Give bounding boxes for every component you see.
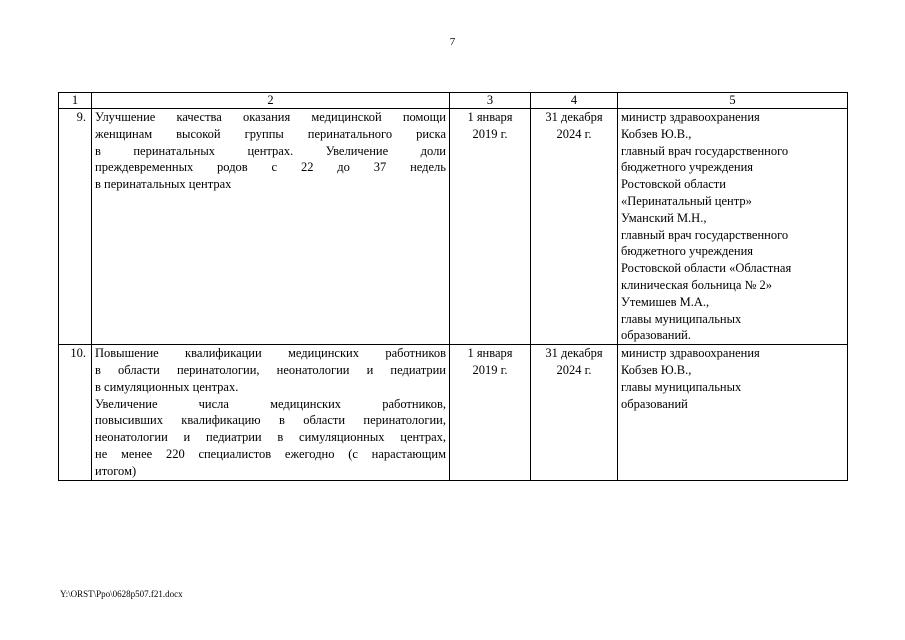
header-cell: 4: [531, 93, 618, 109]
row-number: 9.: [59, 109, 92, 345]
activity-table: [58, 92, 848, 481]
start-date: [450, 345, 531, 480]
description-line: преждевременных родов с 22 до 37 недель: [95, 160, 446, 175]
activity-description: [92, 109, 450, 345]
activity-description: [92, 345, 450, 480]
responsible-line: главы муниципальных: [621, 379, 742, 394]
responsible-line: образований: [621, 396, 688, 411]
responsible-line: Кобзев Ю.В.,: [621, 362, 692, 377]
table-row: [59, 345, 848, 480]
row-number: 10.: [59, 345, 92, 480]
responsible-line: «Перинатальный центр»: [621, 193, 752, 208]
start-date-line: 2019 г.: [472, 126, 508, 141]
responsible-line: Уманский М.Н.,: [621, 210, 707, 225]
responsible-line: Ростовской области: [621, 177, 726, 192]
description-line: Улучшение качества оказания медицинской помощи: [95, 110, 446, 124]
header-cell: 5: [618, 93, 848, 109]
responsible-line: главный врач государственного: [621, 143, 789, 158]
end-date-line: 2024 г.: [556, 362, 592, 377]
description-line: итогом): [95, 463, 137, 478]
table-header-row: [59, 93, 848, 109]
end-date-line: 2024 г.: [556, 126, 592, 141]
description-line: в перинатальных центрах. Увеличение доли: [95, 143, 446, 158]
responsible-line: министр здравоохранения: [621, 346, 760, 361]
description-line: в симуляционных центрах.: [95, 379, 239, 394]
description-line: не менее 220 специалистов ежегодно (с нарастающим: [95, 446, 446, 461]
responsible-line: Ростовской области «Областная: [621, 261, 792, 276]
header-cell: 1: [59, 93, 92, 109]
end-date: [531, 345, 618, 480]
page-number: 7: [449, 36, 456, 48]
description-line: неонатологии и педиатрии в симуляционных центрах,: [95, 430, 446, 445]
responsible-line: главный врач государственного: [621, 227, 789, 242]
responsible-line: образований.: [621, 328, 692, 343]
description-line: Повышение квалификации медицинских работников: [95, 346, 446, 361]
responsible-line: главы муниципальных: [621, 311, 742, 326]
responsible-line: Утемишев М.А.,: [621, 294, 710, 309]
responsible-line: министр здравоохранения: [621, 110, 760, 124]
description-line: Увеличение числа медицинских работников,: [95, 396, 446, 411]
start-date-line: 1 января: [467, 346, 513, 361]
header-cell: 3: [450, 93, 531, 109]
start-date-line: 1 января: [467, 110, 513, 124]
table-row: [59, 109, 848, 345]
responsible-line: бюджетного учреждения: [621, 244, 754, 259]
end-date: [531, 109, 618, 345]
responsible-line: Кобзев Ю.В.,: [621, 126, 692, 141]
description-line: повысивших квалификацию в области перинатологии,: [95, 413, 446, 428]
start-date: [450, 109, 531, 345]
responsible-line: бюджетного учреждения: [621, 160, 754, 175]
description-line: в перинатальных центрах: [95, 177, 232, 192]
responsible-persons: [618, 345, 848, 480]
file-path-footer: Y:\ORST\Ppo\0628p507.f21.docx: [60, 589, 183, 599]
responsible-line: клиническая больница № 2»: [621, 277, 773, 292]
description-line: в области перинатологии, неонатологии и педиатрии: [95, 362, 446, 377]
end-date-line: 31 декабря: [545, 346, 603, 361]
start-date-line: 2019 г.: [472, 362, 508, 377]
header-cell: 2: [92, 93, 450, 109]
responsible-persons: [618, 109, 848, 345]
end-date-line: 31 декабря: [545, 110, 603, 124]
description-line: женщинам высокой группы перинатального риска: [95, 126, 446, 141]
